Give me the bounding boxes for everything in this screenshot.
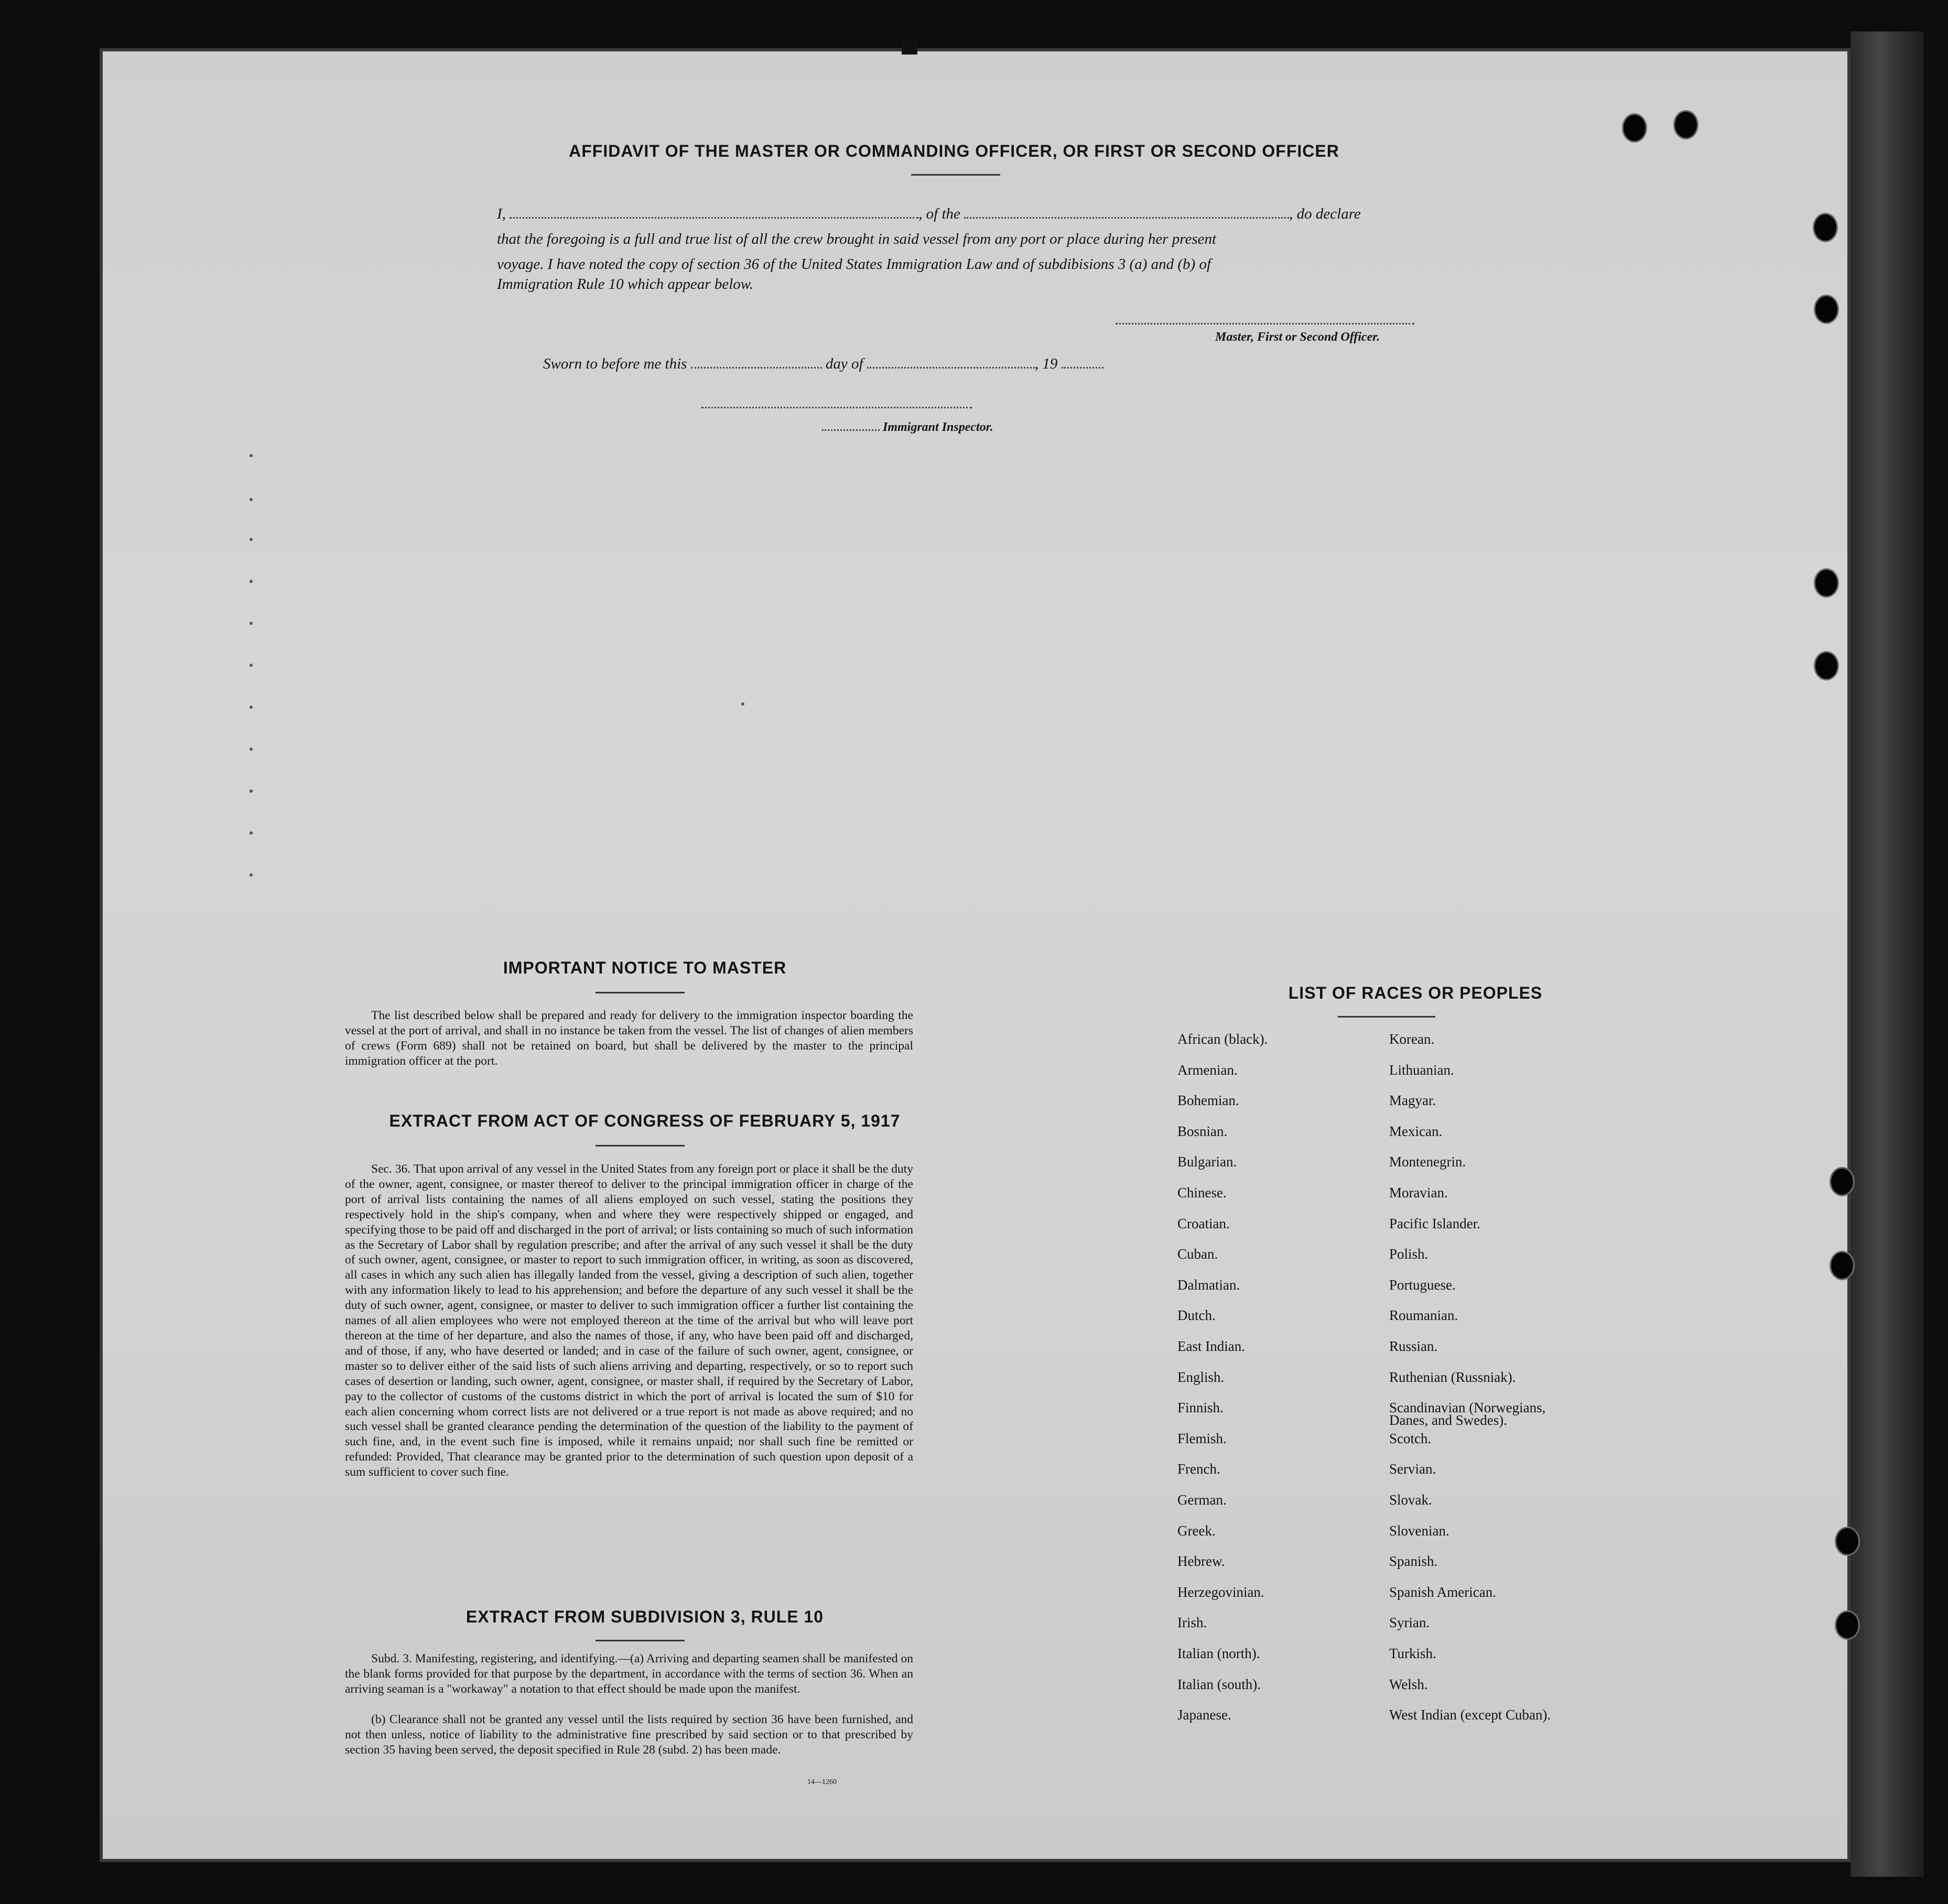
race-item: Mexican. — [1389, 1123, 1443, 1139]
race-item: Dalmatian. — [1177, 1276, 1240, 1293]
declare-label: , do declare — [1289, 205, 1361, 222]
race-item: Japanese. — [1177, 1707, 1231, 1723]
race-item: English. — [1177, 1369, 1225, 1385]
dot-mark — [250, 622, 253, 625]
punch-hole — [1814, 651, 1839, 680]
race-item: Cuban. — [1177, 1246, 1218, 1262]
affidavit-title: AFFIDAVIT OF THE MASTER OR COMMANDING OFFICER, OR FIRST OR SECOND OFFICER — [569, 142, 1339, 160]
race-item: Scotch. — [1389, 1430, 1432, 1446]
affidavit-line-3: voyage. I have noted the copy of section 36 of the United States Immigration Law and of subdibisions 3 (a) and (b) of — [497, 256, 1211, 273]
dot-mark — [250, 706, 253, 709]
race-item: Chinese. — [1177, 1185, 1227, 1200]
race-item: Turkish. — [1389, 1646, 1436, 1661]
punch-hole — [1830, 1251, 1855, 1280]
inspector-leader — [822, 429, 880, 431]
binder-edge — [1850, 31, 1924, 1877]
race-item: Bulgarian. — [1177, 1154, 1237, 1170]
vessel-name-field[interactable] — [964, 217, 1289, 219]
top-edge-mark — [902, 41, 917, 55]
race-item: African (black). — [1177, 1031, 1268, 1047]
form-number: 14—1260 — [807, 1778, 837, 1786]
affidavit-line-4: Immigration Rule 10 which appear below. — [497, 276, 754, 293]
rule-extract-title: EXTRACT FROM SUBDIVISION 3, RULE 10 — [466, 1607, 824, 1626]
race-item: Pacific Islander. — [1389, 1215, 1480, 1231]
declarant-name-field[interactable] — [510, 217, 918, 219]
punch-hole — [1813, 213, 1838, 242]
rule-extract-text-a: Subd. 3. Manifesting, registering, and identifying.—(a) Arriving and departing seamen shall be manifested on the blank forms provided for that purpose by the department, in accordance with the terms of section 36. When an arriving seaman is a "workaway" a notation to that effect should be made upon the manifest. — [345, 1652, 913, 1696]
race-item: Spanish. — [1389, 1553, 1438, 1570]
document-page — [100, 48, 1850, 1862]
race-item: Slovenian. — [1389, 1522, 1449, 1539]
race-item: Flemish. — [1177, 1430, 1227, 1446]
master-signature-label: Master, First or Second Officer. — [1215, 330, 1380, 344]
inspector-signature-field[interactable] — [701, 407, 972, 408]
act-extract-text: Sec. 36. That upon arrival of any vessel in the United States from any foreign port or place it shall be the duty of the owner, agent, consignee, or master thereof to deliver to the principal immigration officer in charge of the port of arrival lists containing the names of all aliens employed on such vessel, stating the positions they respectively hold in the ship's company, when and where they were respectively shipped or engaged, and specifying those to be paid off and discharged in the port of arrival; or lists containing so much of such information as the Secretary of Labor shall by regulation prescribe; and after the arrival of any such vessel it shall be the duty of such owner, agent, consignee, or master to report to such immigration officer, in writing, as soon as discovered, all cases in which any such alien has illegally landed from the vessel, giving a description of such alien, together with any information likely to lead to his apprehension; and before the departure of any such vessel it shall be the duty of such owner, agent, consignee, or master to deliver to such immigration officer a further list containing the names of all alien employees who were not employed thereon at the time of the arrival but who will leave port thereon at the time of her departure, and also the names of those, if any, who have been paid off and discharged, and of those, if any, who have deserted or landed; and in case of the failure of such owner, agent, consignee, or master so to deliver either of the said lists of such aliens arriving and departing, respectively, or so to report such cases of desertion or landing, such owner, agent, consignee, or master shall, if required by the Secretary of Labor, pay to the collector of customs of the customs district in which the port of arrival is located the sum of $10 for each alien concerning whom correct lists are not delivered or a true report is not made as above required; and no such vessel shall be granted clearance pending the determination of the question of the liability to the payment of such fine, and, in the event such fine is imposed, while it remains unpaid; nor shall such fine be remitted or refunded: Provided, That clearance may be granted prior to the determination of such question upon deposit of a sum sufficient to cover such fine. — [345, 1162, 913, 1479]
race-item: Dutch. — [1177, 1307, 1216, 1324]
race-item: Moravian. — [1389, 1185, 1448, 1200]
inspector-line — [822, 420, 993, 435]
punch-hole — [1835, 1527, 1860, 1556]
race-item: Herzegovinian. — [1177, 1584, 1264, 1600]
sworn-line — [543, 355, 1103, 373]
race-item: Bosnian. — [1177, 1123, 1228, 1139]
master-signature-field[interactable] — [1116, 323, 1414, 324]
title-underline — [911, 174, 1000, 176]
sworn-prefix: Sworn to before me this — [543, 355, 687, 372]
affidavit-line-2: that the foregoing is a full and true list of all the crew brought in said vessel from any port or place during her present — [497, 231, 1217, 247]
punch-hole — [1835, 1610, 1860, 1640]
race-item: Slovak. — [1389, 1492, 1432, 1508]
dot-mark — [741, 702, 744, 706]
punch-hole — [1673, 110, 1698, 139]
race-item: German. — [1177, 1492, 1227, 1508]
race-item: Servian. — [1389, 1461, 1436, 1477]
races-title: LIST OF RACES OR PEOPLES — [1288, 983, 1543, 1002]
rule-underline — [596, 1640, 685, 1641]
race-item: Spanish American. — [1389, 1584, 1496, 1600]
race-item: West Indian (except Cuban). — [1389, 1707, 1551, 1723]
punch-hole — [1622, 113, 1647, 143]
affidavit-line-1 — [497, 205, 1451, 223]
race-item: Finnish. — [1177, 1400, 1224, 1416]
rule-extract-text-b: (b) Clearance shall not be granted any vessel until the lists required by section 36 have been furnished, and not then unless, notice of liability to the administrative fine prescribed by said section or to that prescribed by section 35 having been served, the deposit specified in Rule 28 (subd. 2) has been made. — [345, 1713, 913, 1757]
declarant-label: I, — [497, 205, 506, 222]
race-item: Magyar. — [1389, 1092, 1436, 1109]
race-item: French. — [1177, 1461, 1220, 1477]
punch-hole — [1814, 568, 1839, 598]
race-item: Russian. — [1389, 1338, 1438, 1354]
act-extract-title: EXTRACT FROM ACT OF CONGRESS OF FEBRUARY 5, 1917 — [389, 1111, 901, 1130]
race-item: Croatian. — [1177, 1215, 1230, 1231]
dot-mark — [250, 664, 253, 667]
sworn-year-label: , 19 — [1034, 355, 1058, 372]
race-item: East Indian. — [1177, 1338, 1245, 1354]
race-item: Italian (south). — [1177, 1676, 1261, 1692]
of-the-label: , of the — [918, 205, 960, 222]
race-item: Ruthenian (Russniak). — [1389, 1369, 1516, 1385]
punch-hole — [1830, 1167, 1855, 1196]
dot-mark — [250, 538, 253, 541]
sworn-year-field[interactable] — [1062, 367, 1103, 369]
dot-mark — [250, 831, 253, 835]
race-item: Korean. — [1389, 1031, 1435, 1047]
race-item: Hebrew. — [1177, 1553, 1225, 1570]
race-item: Lithuanian. — [1389, 1062, 1454, 1078]
notice-title: IMPORTANT NOTICE TO MASTER — [503, 958, 787, 977]
race-item: Bohemian. — [1177, 1092, 1239, 1109]
notice-text: The list described below shall be prepared and ready for delivery to the immigration inspector boarding the vessel at the port of arrival, and shall in no instance be taken from the vessel. The list of changes of alien members of crews (Form 689) shall not be retained on board, but shall be delivered by the master to the principal immigration officer at the port. — [345, 1009, 913, 1068]
race-item: Armenian. — [1177, 1062, 1238, 1078]
race-item: Syrian. — [1389, 1615, 1430, 1631]
sworn-day-label: day of — [825, 355, 863, 372]
sworn-month-field[interactable] — [867, 367, 1035, 369]
notice-underline — [596, 992, 685, 993]
race-item: Italian (north). — [1177, 1646, 1260, 1661]
dot-mark — [250, 454, 253, 457]
race-item: Scandinavian (Norwegians, Danes, and Swedes). — [1389, 1400, 1546, 1429]
punch-hole — [1814, 295, 1839, 324]
dot-mark — [250, 498, 253, 501]
act-underline — [596, 1145, 685, 1146]
dot-mark — [250, 789, 253, 793]
dot-mark — [250, 580, 253, 583]
race-item: Montenegrin. — [1389, 1154, 1466, 1170]
race-item: Roumanian. — [1389, 1307, 1458, 1324]
races-underline — [1338, 1016, 1435, 1018]
dot-mark — [250, 748, 253, 751]
inspector-label: Immigrant Inspector. — [883, 420, 993, 434]
race-item: Portuguese. — [1389, 1276, 1456, 1293]
race-item: Polish. — [1389, 1246, 1428, 1262]
race-item: Welsh. — [1389, 1676, 1428, 1692]
race-item: Irish. — [1177, 1615, 1207, 1631]
sworn-day-field[interactable] — [691, 367, 822, 369]
dot-mark — [250, 873, 253, 877]
race-item: Greek. — [1177, 1522, 1216, 1539]
